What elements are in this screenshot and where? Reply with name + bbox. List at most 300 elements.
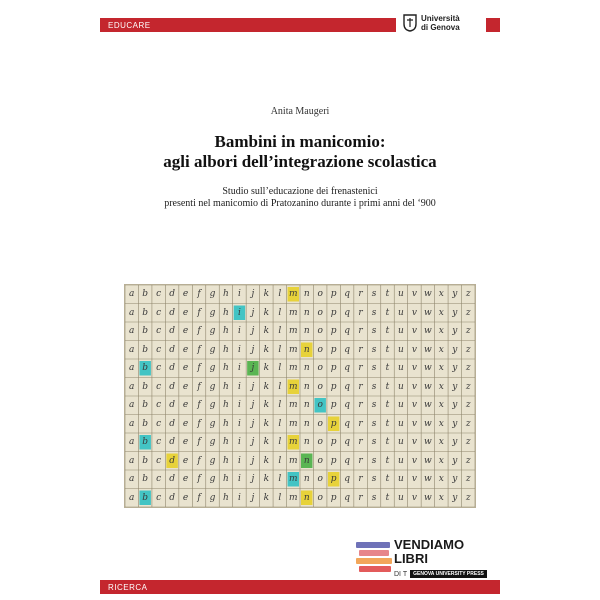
grid-letter: e	[182, 326, 189, 337]
grid-letter: u	[398, 437, 404, 448]
grid-letter: j	[251, 363, 255, 374]
grid-letter: b	[142, 344, 149, 355]
grid-letter: o	[317, 418, 323, 429]
grid-letter: f	[197, 455, 201, 466]
grid-letter: l	[278, 455, 282, 466]
grid-letter: q	[344, 474, 350, 485]
alphabet-grid-image	[124, 284, 476, 508]
grid-letter: k	[263, 400, 270, 411]
grid-letter: c	[156, 307, 162, 318]
grid-letter: x	[438, 418, 444, 429]
grid-letter: h	[223, 492, 229, 503]
grid-letter: h	[223, 455, 229, 466]
grid-letter: j	[251, 307, 255, 318]
grid-letter: c	[156, 474, 162, 485]
grid-letter: c	[156, 363, 162, 374]
grid-letter: u	[398, 344, 404, 355]
grid-letter: t	[385, 400, 390, 411]
grid-letter: e	[182, 400, 189, 411]
grid-letter: d	[169, 381, 175, 392]
title-line-2: agli albori dell’integrazione scolastica	[163, 152, 437, 171]
grid-letter: f	[197, 307, 201, 318]
grid-letter: f	[197, 344, 201, 355]
grid-letter: b	[142, 474, 149, 485]
grid-letter: p	[330, 492, 337, 503]
grid-letter: i	[237, 455, 241, 466]
university-logo	[403, 14, 460, 32]
grid-letter: h	[223, 289, 229, 300]
grid-letter: m	[288, 492, 298, 503]
grid-letter: p	[330, 289, 337, 300]
grid-letter: z	[465, 289, 471, 300]
grid-letter: x	[438, 492, 444, 503]
grid-letter: c	[156, 455, 162, 466]
grid-letter: l	[278, 400, 282, 411]
grid-letter: n	[303, 289, 310, 300]
grid-letter: y	[452, 437, 458, 448]
grid-letter: m	[288, 455, 298, 466]
grid-letter: f	[197, 474, 201, 485]
grid-letter: a	[129, 474, 135, 485]
grid-letter: r	[358, 363, 363, 374]
grid-letter: e	[182, 492, 189, 503]
grid-letter: p	[330, 344, 337, 355]
grid-letter: w	[424, 307, 432, 318]
grid-letter: i	[237, 437, 241, 448]
grid-letter: v	[411, 400, 417, 411]
grid-letter: w	[424, 400, 432, 411]
grid-letter: a	[129, 307, 135, 318]
grid-letter: r	[358, 289, 363, 300]
grid-letter: x	[438, 289, 444, 300]
grid-letter: b	[142, 400, 149, 411]
grid-letter: t	[385, 307, 390, 318]
grid-letter: p	[330, 418, 337, 429]
grid-letter: n	[303, 455, 310, 466]
grid-letter: d	[169, 474, 175, 485]
grid-letter: i	[237, 418, 241, 429]
grid-letter: k	[263, 326, 270, 337]
grid-letter: v	[411, 363, 417, 374]
grid-letter: d	[169, 326, 175, 337]
grid-letter: q	[344, 326, 350, 337]
grid-letter: b	[142, 289, 149, 300]
grid-letter: e	[182, 455, 189, 466]
grid-letters	[125, 285, 475, 507]
grid-letter: i	[237, 326, 241, 337]
grid-letter: e	[182, 363, 189, 374]
grid-letter: x	[438, 400, 444, 411]
grid-letter: s	[371, 437, 377, 448]
grid-letter: k	[263, 289, 270, 300]
grid-letter: f	[197, 492, 201, 503]
grid-letter: v	[411, 418, 417, 429]
grid-letter: l	[278, 492, 282, 503]
grid-letter: c	[156, 381, 162, 392]
stack-book	[356, 542, 390, 548]
grid-letter: o	[317, 326, 323, 337]
grid-letter: d	[169, 307, 175, 318]
grid-letter: q	[344, 400, 350, 411]
grid-letter: o	[317, 400, 323, 411]
grid-letter: d	[169, 437, 175, 448]
grid-letter: z	[465, 307, 471, 318]
series-band	[100, 18, 396, 32]
grid-letter: d	[169, 492, 175, 503]
grid-letter: k	[263, 307, 270, 318]
grid-letter: x	[438, 344, 444, 355]
grid-letter: h	[223, 307, 229, 318]
grid-letter: p	[330, 381, 337, 392]
grid-letter: e	[182, 289, 189, 300]
grid-letter: d	[169, 344, 175, 355]
grid-letter: r	[358, 474, 363, 485]
grid-letter: f	[197, 289, 201, 300]
grid-letter: o	[317, 344, 323, 355]
grid-letter: s	[371, 381, 377, 392]
grid-letter: y	[452, 492, 458, 503]
grid-letter: c	[156, 326, 162, 337]
grid-letter: h	[223, 344, 229, 355]
badge-line-2: LIBRI	[394, 551, 428, 566]
grid-letter: g	[209, 437, 216, 448]
logo-line-2: di Genova	[421, 23, 460, 32]
grid-letter: l	[278, 289, 282, 300]
grid-letter: e	[182, 474, 189, 485]
grid-letter: x	[438, 363, 444, 374]
grid-letter: t	[385, 344, 390, 355]
grid-letter: j	[251, 418, 255, 429]
grid-letter: i	[237, 344, 241, 355]
grid-letter: d	[169, 289, 175, 300]
grid-letter: j	[251, 474, 255, 485]
grid-letter: l	[278, 418, 282, 429]
grid-letter: y	[452, 326, 458, 337]
grid-letter: e	[182, 344, 189, 355]
grid-letter: n	[303, 363, 310, 374]
grid-letter: m	[288, 363, 298, 374]
grid-letter: a	[129, 381, 135, 392]
grid-letter: d	[169, 418, 175, 429]
grid-letter: i	[237, 363, 241, 374]
grid-letter: z	[465, 344, 471, 355]
grid-letter: g	[209, 381, 216, 392]
grid-letter: c	[156, 437, 162, 448]
grid-letter: w	[424, 344, 432, 355]
grid-letter: t	[385, 455, 390, 466]
grid-letter: o	[317, 474, 323, 485]
grid-letter: x	[438, 474, 444, 485]
grid-letter: q	[344, 381, 350, 392]
grid-letter: n	[303, 400, 310, 411]
grid-letter: a	[129, 492, 135, 503]
grid-letter: v	[411, 455, 417, 466]
badge-small-text	[394, 570, 487, 578]
grid-letter: z	[465, 455, 471, 466]
grid-letter: j	[251, 326, 255, 337]
grid-letter: l	[278, 363, 282, 374]
grid-letter: p	[330, 307, 337, 318]
grid-letter: o	[317, 307, 323, 318]
grid-letter: y	[452, 400, 458, 411]
grid-letter: a	[129, 289, 135, 300]
grid-letter: j	[251, 437, 255, 448]
grid-letter: w	[424, 492, 432, 503]
grid-letter: q	[344, 455, 350, 466]
grid-letter: s	[371, 289, 377, 300]
grid-letter: j	[251, 344, 255, 355]
grid-letter: v	[411, 381, 417, 392]
grid-letter: f	[197, 418, 201, 429]
grid-letter: l	[278, 474, 282, 485]
grid-letter: m	[288, 381, 298, 392]
grid-letter: z	[465, 418, 471, 429]
grid-letter: p	[330, 400, 337, 411]
grid-letter: y	[452, 289, 458, 300]
grid-letter: r	[358, 326, 363, 337]
footer-label: RICERCA	[108, 582, 148, 592]
badge-line-1: VENDIAMO	[394, 537, 465, 552]
grid-letter: i	[237, 307, 241, 318]
grid-letter: h	[223, 326, 229, 337]
grid-letter: g	[209, 418, 216, 429]
grid-letter: o	[317, 363, 323, 374]
grid-letter: i	[237, 289, 241, 300]
grid-letter: v	[411, 492, 417, 503]
grid-letter: s	[371, 492, 377, 503]
grid-letter: a	[129, 326, 135, 337]
book-stack-icon	[356, 542, 392, 574]
grid-letter: c	[156, 418, 162, 429]
logo-line-1: Università	[421, 14, 460, 23]
grid-letter: t	[385, 381, 390, 392]
grid-letter: i	[237, 474, 241, 485]
grid-letter: r	[358, 381, 363, 392]
grid-letter: a	[129, 400, 135, 411]
grid-letter: t	[385, 289, 390, 300]
grid-letter: z	[465, 400, 471, 411]
grid-letter: f	[197, 363, 201, 374]
grid-letter: s	[371, 418, 377, 429]
grid-letter: r	[358, 307, 363, 318]
grid-letter: c	[156, 344, 162, 355]
grid-letter: u	[398, 492, 404, 503]
grid-letter: n	[303, 381, 310, 392]
grid-letter: t	[385, 326, 390, 337]
grid-letter: a	[129, 437, 135, 448]
grid-letter: w	[424, 289, 432, 300]
grid-letter: u	[398, 363, 404, 374]
grid-letter: w	[424, 363, 432, 374]
subtitle-line-2: presenti nel manicomio di Pratozanino durante i primi anni del ‘900	[164, 198, 436, 209]
grid-letter: u	[398, 418, 404, 429]
grid-letter: f	[197, 326, 201, 337]
grid-letter: k	[263, 418, 270, 429]
author-name: Anita Maugeri	[270, 106, 330, 117]
grid-letter: e	[182, 437, 189, 448]
grid-letter: v	[411, 344, 417, 355]
title-line-1: Bambini in manicomio:	[214, 132, 386, 151]
grid-letter: h	[223, 381, 229, 392]
grid-letter: v	[411, 307, 417, 318]
grid-letter: z	[465, 363, 471, 374]
grid-letter: b	[142, 437, 149, 448]
grid-letter: t	[385, 474, 390, 485]
grid-letter: d	[169, 363, 175, 374]
grid-letter: e	[182, 307, 189, 318]
grid-letter: c	[156, 492, 162, 503]
grid-letter: e	[182, 418, 189, 429]
grid-letter: b	[142, 492, 149, 503]
grid-letter: m	[288, 437, 298, 448]
grid-letter: x	[438, 326, 444, 337]
grid-letter: c	[156, 289, 162, 300]
grid-letter: s	[371, 326, 377, 337]
grid-letter: l	[278, 326, 282, 337]
grid-letter: m	[288, 418, 298, 429]
grid-letter: v	[411, 474, 417, 485]
book-subtitle	[0, 186, 600, 210]
subtitle-line-1: Studio sull’educazione dei frenastenici	[222, 186, 378, 197]
grid-letter: k	[263, 474, 270, 485]
grid-letter: m	[288, 474, 298, 485]
grid-letter: h	[223, 437, 229, 448]
grid-letter: q	[344, 307, 350, 318]
grid-letter: m	[288, 289, 298, 300]
grid-letter: s	[371, 344, 377, 355]
grid-letter: l	[278, 381, 282, 392]
grid-letter: t	[385, 418, 390, 429]
series-label: EDUCARE	[108, 20, 151, 30]
grid-letter: g	[209, 492, 216, 503]
grid-letter: g	[209, 455, 216, 466]
grid-letter: p	[330, 326, 337, 337]
grid-letter: z	[465, 492, 471, 503]
grid-letter: m	[288, 400, 298, 411]
grid-letter: b	[142, 363, 149, 374]
university-crest-icon	[403, 14, 417, 32]
grid-letter: n	[303, 307, 310, 318]
grid-letter: p	[330, 474, 337, 485]
grid-letter: a	[129, 363, 135, 374]
stack-book	[359, 566, 391, 572]
grid-letter: m	[288, 344, 298, 355]
grid-letter: s	[371, 307, 377, 318]
grid-letter: w	[424, 418, 432, 429]
grid-letter: k	[263, 363, 270, 374]
grid-letter: f	[197, 381, 201, 392]
grid-letter: q	[344, 492, 350, 503]
grid-letter: r	[358, 492, 363, 503]
grid-letter: t	[385, 437, 390, 448]
book-title	[0, 132, 600, 172]
grid-letter: n	[303, 418, 310, 429]
grid-letter: j	[251, 492, 255, 503]
grid-letter: r	[358, 418, 363, 429]
grid-letter: j	[251, 455, 255, 466]
grid-letter: r	[358, 437, 363, 448]
grid-letter: w	[424, 474, 432, 485]
grid-letter: v	[411, 326, 417, 337]
grid-letter: t	[385, 492, 390, 503]
grid-letter: s	[371, 474, 377, 485]
grid-letter: w	[424, 437, 432, 448]
grid-letter: l	[278, 437, 282, 448]
grid-letter: b	[142, 307, 149, 318]
grid-letter: y	[452, 363, 458, 374]
grid-letter: m	[288, 307, 298, 318]
grid-letter: z	[465, 437, 471, 448]
grid-letter: u	[398, 381, 404, 392]
grid-letter: g	[209, 307, 216, 318]
grid-letter: h	[223, 363, 229, 374]
grid-letter: s	[371, 363, 377, 374]
grid-letter: h	[223, 418, 229, 429]
grid-letter: k	[263, 455, 270, 466]
grid-letter: n	[303, 474, 310, 485]
grid-letter: g	[209, 289, 216, 300]
grid-letter: v	[411, 289, 417, 300]
grid-letter: n	[303, 344, 310, 355]
grid-letter: o	[317, 381, 323, 392]
grid-letter: u	[398, 326, 404, 337]
grid-letter: k	[263, 344, 270, 355]
grid-letter: b	[142, 326, 149, 337]
grid-letter: i	[237, 492, 241, 503]
grid-letter: n	[303, 437, 310, 448]
grid-letter: x	[438, 455, 444, 466]
grid-letter: z	[465, 381, 471, 392]
publisher-mark: GENOVA UNIVERSITY PRESS	[410, 570, 487, 578]
grid-letter: q	[344, 289, 350, 300]
badge-small: DI T	[394, 570, 408, 578]
grid-letter: r	[358, 455, 363, 466]
grid-letter: u	[398, 307, 404, 318]
grid-letter: p	[330, 437, 337, 448]
grid-letter: g	[209, 400, 216, 411]
grid-letter: d	[169, 455, 175, 466]
grid-letter: j	[251, 400, 255, 411]
grid-letter: y	[452, 418, 458, 429]
grid-letter: l	[278, 307, 282, 318]
grid-letter: f	[197, 437, 201, 448]
grid-letter: q	[344, 344, 350, 355]
grid-letter: u	[398, 289, 404, 300]
grid-letter: a	[129, 418, 135, 429]
grid-letter: h	[223, 400, 229, 411]
footer-band	[100, 580, 500, 594]
grid-letter: g	[209, 474, 216, 485]
grid-letter: c	[156, 400, 162, 411]
grid-letter: e	[182, 381, 189, 392]
grid-letter: b	[142, 418, 149, 429]
grid-letter: d	[169, 400, 175, 411]
grid-letter: g	[209, 326, 216, 337]
grid-letter: s	[371, 400, 377, 411]
grid-letter: q	[344, 437, 350, 448]
grid-letter: x	[438, 437, 444, 448]
grid-letter: q	[344, 418, 350, 429]
grid-letter: y	[452, 381, 458, 392]
grid-letter: i	[237, 400, 241, 411]
stack-book	[359, 550, 389, 556]
grid-letter: n	[303, 326, 310, 337]
grid-letter: q	[344, 363, 350, 374]
grid-letter: w	[424, 455, 432, 466]
grid-letter: u	[398, 474, 404, 485]
grid-letter: t	[385, 363, 390, 374]
grid-letter: s	[371, 455, 377, 466]
